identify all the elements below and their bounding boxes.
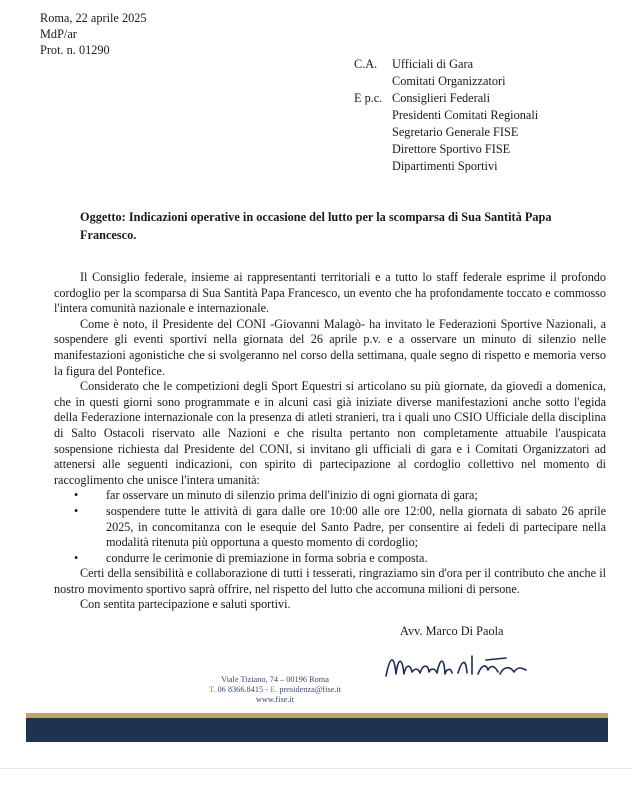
recipient: Dipartimenti Sportivi — [392, 159, 498, 173]
list-item: • condurre le cerimonie di premiazione in forma sobria e composta. — [74, 551, 606, 567]
body-paragraph: Considerato che le competizioni degli Sport Equestri si articolano su più giornate, da giovedì a domenica, che in questi giorni sono programmate e in alcuni casi già iniziate diverse manifestazioni anche sotto l'egida della Federazione internazionale con la presenza di atleti stranieri, tra i quali uno CSIO Ufficiale della disciplina di Salto Ostacoli riservato alle Nazioni e che risulta pertanto non completamente attuabile l'auspicata sospensione richiesta dal Presidente del CONI, si invitano gli ufficiali di gara e i Comitati Organizzatori ad attenersi alle seguenti indicazioni, con spirito di partecipazione al cordoglio collettivo nel momento di raccoglimento che unisce l'intera umanità: — [54, 379, 606, 487]
letter-subject: Oggetto: Indicazioni operative in occasione del lutto per la scomparsa di Sua Santità Papa Francesco. — [80, 210, 552, 242]
body-paragraph: Certi della sensibilità e collaborazione di tutti i tesserati, ringraziamo sin d'ora per il contributo che anche il nostro movimento sportivo saprà offrire, nel rispetto del lutto che accomuna milioni di persone. — [54, 566, 606, 596]
list-item: • sospendere tutte le attività di gara dalle ore 10:00 alle ore 12:00, nella giornata di sabato 26 aprile 2025, in concomitanza con le esequie del Santo Padre, per consentire ai fedeli di partecipare nella modalità ritenuta più opportuna a questo momento di cordoglio; — [74, 504, 606, 551]
email-label: E. — [270, 685, 278, 695]
page-divider — [0, 768, 632, 769]
list-item: • far osservare un minuto di silenzio prima dell'inizio di ogni giornata di gara; — [74, 488, 606, 504]
website: www.fise.it — [255, 695, 295, 705]
recipient-row — [354, 141, 538, 158]
recipient: Ufficiali di Gara — [392, 57, 474, 71]
signer-name: Avv. Marco Di Paola — [400, 624, 504, 638]
instructions-list — [54, 488, 606, 566]
recipients-block — [354, 56, 538, 175]
body-paragraph: Come è noto, il Presidente del CONI -Giovanni Malagò- ha invitato le Federazioni Sportive Nazionali, a sospendere gli eventi sportivi nella giornata del 26 aprile p.v. e a osservare un minuto di silenzio nelle manifestazioni agonistiche che si svolgeranno nel corso della settimana, quale segno di rispetto e memoria verso la figura del Pontefice. — [54, 316, 606, 378]
protocol-number: Prot. n. 01290 — [40, 43, 110, 57]
recipient-row — [354, 107, 538, 124]
initials: MdP/ar — [40, 27, 77, 41]
letter-body — [54, 270, 606, 613]
recipient: Presidenti Comitati Regionali — [392, 108, 539, 122]
recipient: Consiglieri Federali — [392, 91, 491, 105]
address-line: Viale Tiziano, 74 – 00196 Roma — [221, 675, 329, 684]
email-address: presidenza@fise.it — [279, 685, 342, 695]
phone-label: T. — [208, 685, 216, 695]
recipient: Segretario Generale FISE — [392, 125, 519, 139]
place-date: Roma, 22 aprile 2025 — [40, 11, 147, 25]
epc-label: E p.c. — [354, 91, 383, 105]
ca-label: C.A. — [354, 57, 378, 71]
recipient-row — [354, 73, 538, 90]
phone-number: 06 8366.8415 - — [217, 685, 268, 695]
closing-line: Con sentita partecipazione e saluti sportivi. — [80, 597, 291, 612]
recipient: Comitati Organizzatori — [392, 74, 506, 88]
body-paragraph: Il Consiglio federale, insieme ai rappresentanti territoriali e a tutto lo staff federale esprime il profondo cordoglio per la scomparsa di Sua Santità Papa Francesco, un evento che ha profondamente toccato e commosso l'intera comunità nazionale e internazionale. — [54, 270, 606, 316]
recipient: Direttore Sportivo FISE — [392, 142, 511, 156]
footer-navy-band — [26, 718, 608, 742]
letter-meta — [40, 10, 147, 58]
handwritten-signature — [382, 646, 532, 686]
footer-address — [200, 675, 350, 706]
recipient-row — [354, 124, 538, 141]
recipient-row — [354, 56, 538, 73]
contact-line — [200, 685, 350, 695]
recipient-row — [354, 158, 538, 175]
recipient-row — [354, 90, 538, 107]
